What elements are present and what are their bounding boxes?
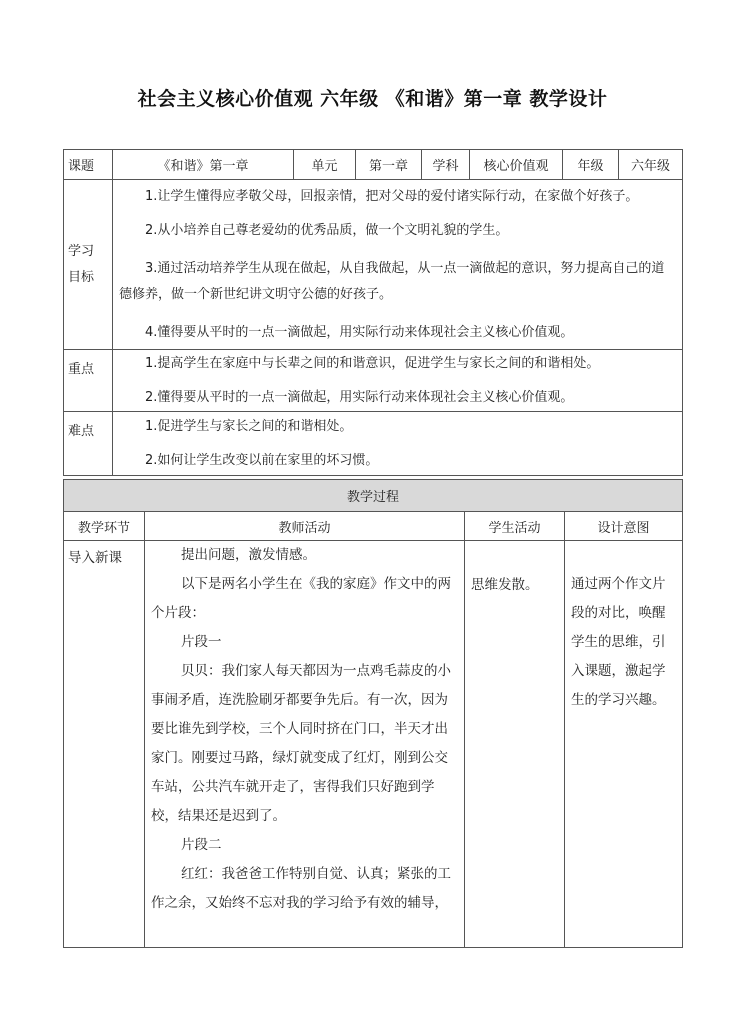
process-title: 教学过程 [64,480,683,512]
goals-cell [113,180,683,350]
unit-label: 单元 [294,150,356,180]
difficulties-cell [113,412,683,476]
teacher-paragraph: 贝贝：我们家人每天都因为一点鸡毛蒜皮的小事闹矛盾，连洗脸刷牙都要争先后。有一次，因为要比谁先到学校，三个人同时挤在门口，半天才出家门。刚要过马路，绿灯就变成了红灯，刚到公交车站，公共汽车就开走了，害得我们只好跑到学校，结果还是迟到了。 [151,663,451,824]
goal-item: 2.从小培养自己尊老爱幼的优秀品质，做一个文明礼貌的学生。 [145,222,509,238]
teacher-paragraph: 红红：我爸爸工作特别自觉、认真；紧张的工作之余，又始终不忘对我的学习给予有效的辅导， [151,866,451,911]
teacher-activity-cell [145,541,465,948]
header-intent: 设计意图 [565,512,683,541]
stage-name: 导入新课 [68,550,122,566]
subject-value: 核心价值观 [470,150,563,180]
header-student: 学生活动 [465,512,565,541]
grade-value: 六年级 [619,150,683,180]
goals-label: 学习目标 [68,243,95,285]
teacher-paragraph: 提出问题，激发情感。 [181,547,316,563]
course-value: 《和谐》第一章 [113,150,294,180]
teacher-paragraph: 片段二 [181,837,222,853]
teaching-process-table [63,479,683,948]
design-intent-cell [565,541,683,948]
design-intent: 通过两个作文片段的对比，唤醒学生的思维，引入课题，激起学生的学习兴趣。 [571,576,666,708]
goals-label-cell [64,180,113,350]
stage-cell [64,541,145,948]
key-points-cell [113,350,683,412]
difficulties-label: 难点 [64,412,113,476]
teacher-paragraph: 片段一 [181,634,222,650]
grade-label: 年级 [563,150,619,180]
teacher-paragraph: 以下是两名小学生在《我的家庭》作文中的两个片段： [151,576,451,621]
goal-item: 4.懂得要从平时的一点一滴做起，用实际行动来体现社会主义核心价值观。 [145,324,574,340]
student-activity-cell [465,541,565,948]
page-title: 社会主义核心价值观 六年级 《和谐》第一章 教学设计 [137,88,608,110]
key-points-label: 重点 [64,350,113,412]
course-label: 课题 [64,150,113,180]
goal-item: 1.让学生懂得应孝敬父母，回报亲情，把对父母的爱付诸实际行动，在家做个好孩子。 [145,188,639,204]
header-teacher: 教师活动 [145,512,465,541]
goal-item: 3.通过活动培养学生从现在做起，从自我做起，从一点一滴做起的意识，努力提高自己的道德修养，做一个新世纪讲文明守公德的好孩子。 [119,260,665,302]
difficulty-item: 1.促进学生与家长之间的和谐相处。 [145,418,353,434]
key-point-item: 1.提高学生在家庭中与长辈之间的和谐意识，促进学生与家长之间的和谐相处。 [145,355,600,371]
header-stage: 教学环节 [64,512,145,541]
student-activity: 思维发散。 [471,577,539,593]
key-point-item: 2.懂得要从平时的一点一滴做起，用实际行动来体现社会主义核心价值观。 [145,389,574,405]
subject-label: 学科 [422,150,470,180]
unit-value: 第一章 [356,150,422,180]
lesson-info-table [63,149,683,476]
difficulty-item: 2.如何让学生改变以前在家里的坏习惯。 [145,452,379,468]
